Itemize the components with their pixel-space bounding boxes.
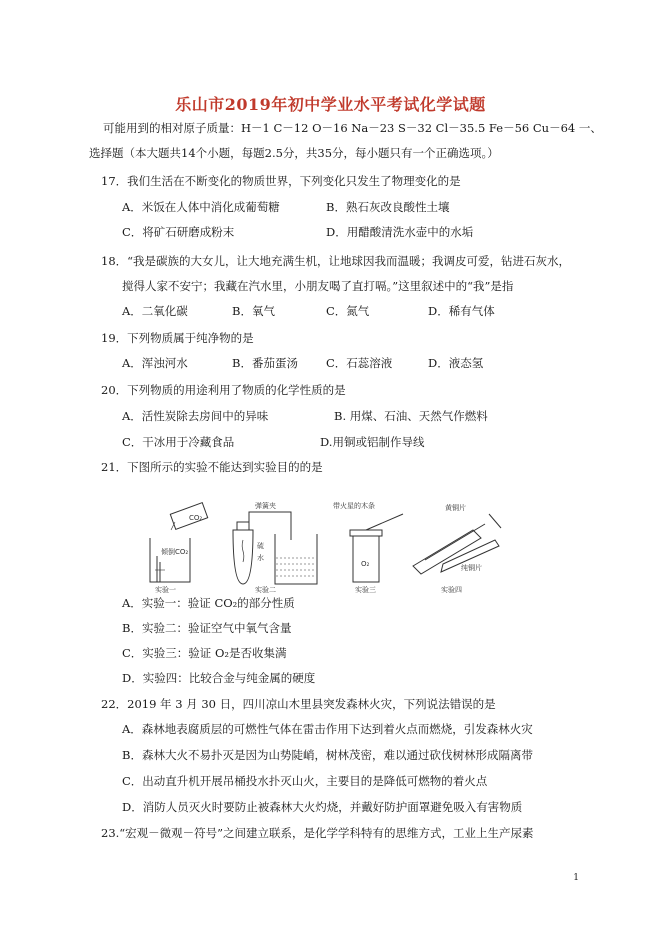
question-21-option-d: D．实验四：比较合金与纯金属的硬度 (122, 671, 316, 685)
question-18-option-d: D．稀有气体 (428, 304, 495, 318)
question-20-option-c: C．干冰用于冷藏食品 (122, 435, 235, 449)
question-18-option-b: B．氧气 (232, 304, 275, 318)
question-22-option-a: A．森林地表腐质层的可燃性气体在雷击作用下达到着火点而燃烧，引发森林火灾 (122, 722, 533, 736)
exp4-label: 实验四 (441, 586, 462, 594)
experiment-2-apparatus (233, 512, 317, 584)
pour-co2-label: 倾倒CO₂ (161, 548, 189, 556)
question-20-option-d: D.用铜或铝制作导线 (320, 435, 425, 449)
question-17-option-c: C．将矿石研磨成粉末 (122, 225, 235, 239)
red-p-label: 硫 (257, 542, 264, 550)
question-23-stem: 23.“宏观－微观－符号”之间建立联系，是化学学科特有的思维方式，工业上生产尿素 (101, 826, 534, 840)
exp2-label: 实验二 (255, 586, 276, 594)
water-label: 水 (257, 554, 264, 562)
question-21-option-c: C．实验三：验证 O₂是否收集满 (122, 646, 287, 660)
question-21-stem: 21．下图所示的实验不能达到实验目的的是 (101, 460, 323, 474)
question-18-option-a: A．二氧化碳 (122, 304, 188, 318)
question-19-stem: 19．下列物质属于纯净物的是 (101, 331, 254, 345)
page-title: 乐山市2019年初中学业水平考试化学试题 (175, 95, 486, 114)
question-17-stem: 17．我们生活在不断变化的物质世界，下列变化只发生了物理变化的是 (101, 174, 461, 188)
question-21-option-a: A．实验一：验证 CO₂的部分性质 (122, 596, 295, 610)
question-21-option-b: B．实验二：验证空气中氧气含量 (122, 621, 292, 635)
question-22-stem: 22．2019 年 3 月 30 日，四川凉山木里县突发森林火灾，下列说法错误的是 (101, 697, 496, 711)
experiment-4-apparatus (413, 514, 501, 574)
brass-label: 黄铜片 (445, 504, 466, 512)
question-17-option-a: A．米饭在人体中消化成葡萄糖 (122, 200, 280, 214)
page-number: 1 (573, 873, 579, 883)
question-18-option-c: C．氮气 (326, 304, 370, 318)
question-18-stem-1: 18．“我是碳族的大女儿，让大地充满生机，让地球因我而温暖；我调皮可爱，钻进石灰水， (101, 254, 571, 268)
question-22-option-d: D．消防人员灭火时要防止被森林大火灼烧，并戴好防护面罩避免吸入有害物质 (122, 800, 523, 814)
question-19-option-b: B．番茄蛋汤 (232, 356, 298, 370)
exp3-label: 实验三 (355, 586, 376, 594)
stick-label: 带火星的木条 (333, 502, 375, 510)
question-20-stem: 20．下列物质的用途利用了物质的化学性质的是 (101, 383, 346, 397)
intro-line-2: 选择题（本大题共14个小题，每题2.5分，共35分，每小题只有一个正确选项。） (89, 146, 499, 160)
question-17-option-b: B．熟石灰改良酸性土壤 (326, 200, 450, 214)
question-22-option-c: C．出动直升机开展吊桶投水扑灭山火，主要目的是降低可燃物的着火点 (122, 774, 488, 788)
experiment-diagram (145, 500, 515, 594)
exp1-label: 实验一 (155, 586, 176, 594)
question-20-option-a: A．活性炭除去房间中的异味 (122, 409, 269, 423)
question-22-option-b: B．森林大火不易扑灭是因为山势陡峭，树林茂密，难以通过砍伐树林形成隔离带 (122, 748, 533, 762)
o2-label: O₂ (361, 560, 370, 568)
intro-line-1: 可能用到的相对原子质量：H－1 C－12 O－16 Na－23 S－32 Cl－35.5 Fe－56 Cu－64 一、 (103, 121, 602, 135)
question-19-option-a: A．浑浊河水 (122, 356, 188, 370)
experiment-3-apparatus (350, 514, 403, 582)
question-19-option-c: C．石蕊溶液 (326, 356, 393, 370)
question-17-option-d: D．用醋酸清洗水壶中的水垢 (326, 225, 474, 239)
clip-label: 弹簧夹 (255, 502, 276, 510)
question-19-option-d: D．液态氢 (428, 356, 484, 370)
copper-label: 纯铜片 (461, 564, 482, 572)
experiment-figure (145, 500, 515, 594)
co2-label: CO₂ (189, 514, 203, 522)
question-20-option-b: B. 用煤、石油、天然气作燃料 (334, 409, 488, 423)
question-18-stem-2: 搅得人家不安宁；我藏在汽水里，小朋友喝了直打嗝。”这里叙述中的“我”是指 (122, 279, 514, 293)
